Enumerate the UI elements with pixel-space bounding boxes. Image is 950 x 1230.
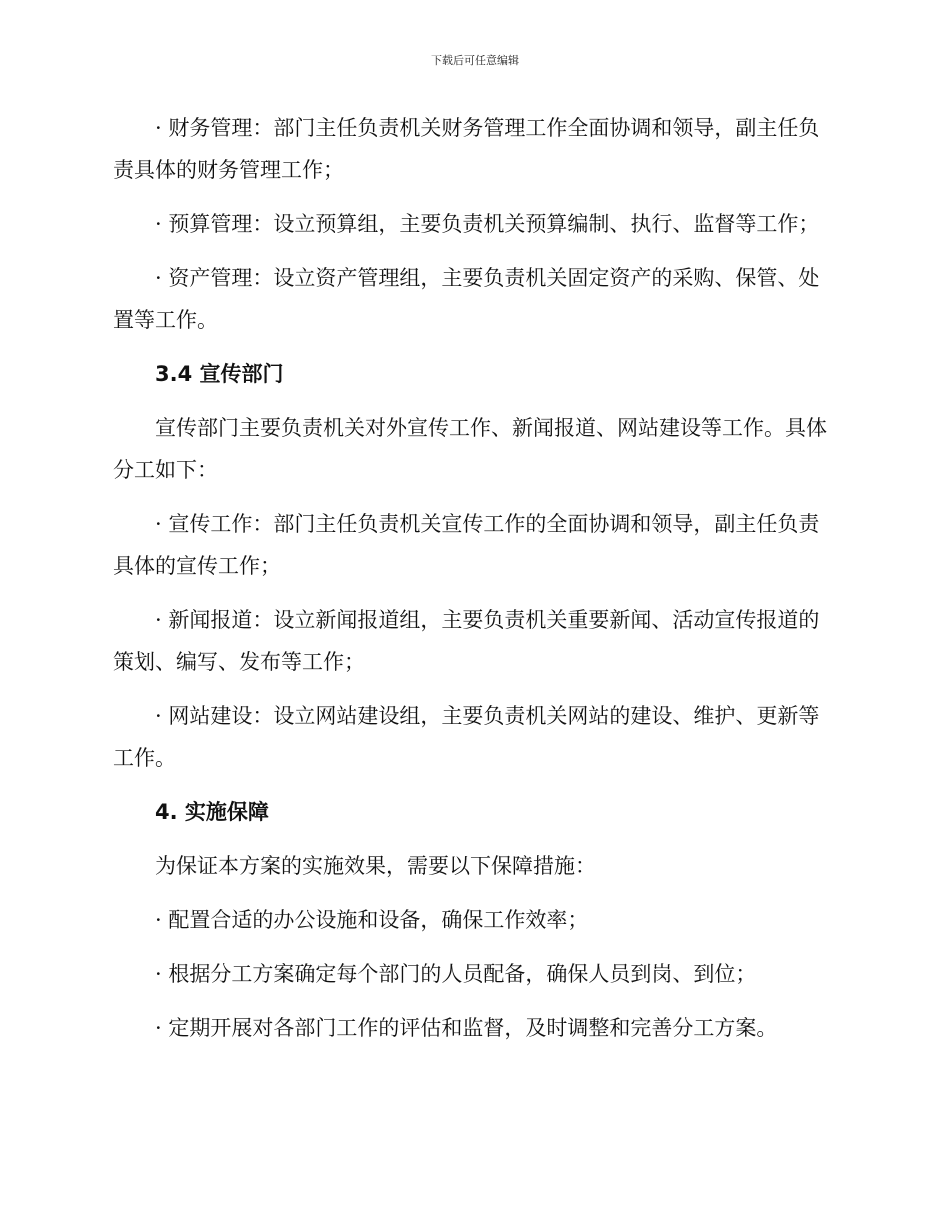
paragraph-finance-management: · 财务管理：部门主任负责机关财务管理工作全面协调和领导，副主任负责具体的财务管理工作；: [113, 116, 820, 182]
paragraph-publicity-intro: 宣传部门主要负责机关对外宣传工作、新闻报道、网站建设等工作。具体分工如下：: [113, 416, 827, 482]
paragraph-budget-management: · 预算管理：设立预算组，主要负责机关预算编制、执行、监督等工作；: [155, 212, 820, 236]
paragraph-news-reporting: · 新闻报道：设立新闻报道组，主要负责机关重要新闻、活动宣传报道的策划、编写、发布等工作；: [113, 608, 820, 674]
page-header: 下载后可任意编辑: [431, 54, 519, 67]
section-heading-publicity: 3.4 宣传部门: [155, 362, 284, 386]
paragraph-publicity-work: · 宣传工作：部门主任负责机关宣传工作的全面协调和领导，副主任负责具体的宣传工作；: [113, 512, 820, 578]
paragraph-office-facilities: · 配置合适的办公设施和设备，确保工作效率；: [155, 908, 589, 932]
document-body: [113, 107, 835, 1061]
paragraph-evaluation: · 定期开展对各部门工作的评估和监督，及时调整和完善分工方案。: [155, 1016, 778, 1040]
paragraph-implementation-intro: 为保证本方案的实施效果，需要以下保障措施：: [155, 854, 596, 878]
paragraph-asset-management: · 资产管理：设立资产管理组，主要负责机关固定资产的采购、保管、处置等工作。: [113, 266, 820, 332]
section-heading-implementation: 4. 实施保障: [155, 800, 269, 824]
paragraph-website-building: · 网站建设：设立网站建设组，主要负责机关网站的建设、维护、更新等工作。: [113, 704, 820, 770]
paragraph-staffing: · 根据分工方案确定每个部门的人员配备，确保人员到岗、到位；: [155, 962, 757, 986]
